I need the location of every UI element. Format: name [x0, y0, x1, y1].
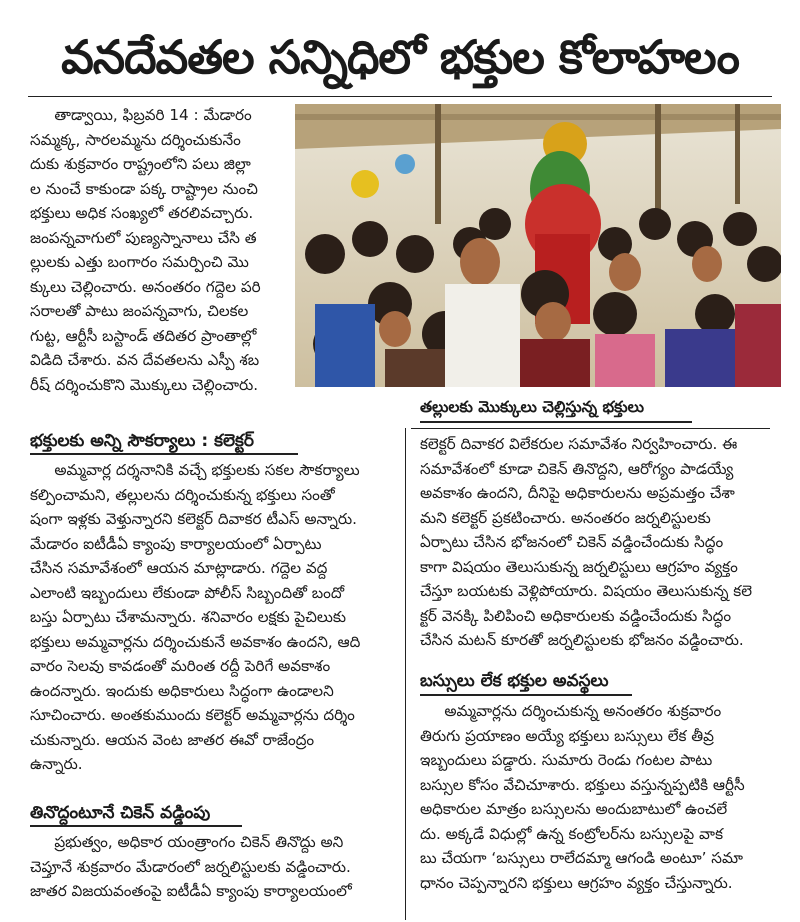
text-line: సమ్మక్క, సారలమ్మను దర్శించుకునేం: [30, 130, 241, 149]
text-line: ఉందన్నారు. ఇందుకు అధికారులు సిద్ధంగా ఉండాలని: [30, 681, 334, 700]
text-line: రీష్ దర్శించుకొని మొక్కులు చెల్లించారు.: [30, 375, 259, 394]
headline-rule: [28, 96, 772, 97]
text-line: చేసిన సమావేశంలో ఆయన మాట్లాడారు. గద్దెల వద్ద: [30, 559, 328, 577]
text-line: అమ్మవార్లను దర్శించుకున్న అనంతరం శుక్రవారం: [444, 702, 722, 720]
column-divider: [405, 428, 406, 920]
section2-continuation: [420, 432, 775, 653]
text-line: ఎలాంటి ఇబ్బందులు లేకుండా పోలీస్ సిబ్బందితో బందో: [30, 583, 345, 602]
text-line: వారం సెలవు కావడంతో మరింత రద్దీ పెరిగే అవకాశం: [30, 657, 331, 675]
text-line: మేడారం ఐటీడీఏ క్యాంపు కార్యాలయంలో ఏర్పాటు: [30, 534, 322, 553]
text-line: ధానం చెప్పన్నారని భక్తులు ఆగ్రహం వ్యక్తం చేస్తున్నారు.: [420, 873, 733, 892]
text-line: ల్లులకు ఎత్తు బంగారం సమర్పించి మొ: [30, 253, 249, 271]
section3-title-underline: [420, 694, 632, 696]
devotees-crowd-photo: [295, 104, 781, 387]
caption-underline: [420, 421, 692, 423]
section3-paragraph: [420, 699, 775, 895]
text-line: దుకు శుక్రవారం రాష్ట్రంలోని పలు జిల్లా: [30, 155, 251, 173]
text-line: చుకున్నారు. ఆయన వెంట జాతర ఈవో రాజేంద్రం: [30, 730, 315, 749]
headline: వనదేవతల సన్నిధిలో భక్తుల కోలాహలం: [61, 30, 739, 84]
text-line: కాగా విషయం తెలుసుకున్న జర్నలిస్టులు ఆగ్రహం వ్యక్తం: [420, 557, 738, 576]
text-line: భక్తులు అధిక సంఖ్యలో తరలివచ్చారు.: [30, 204, 254, 222]
text-line: ఉన్నారు.: [30, 755, 83, 773]
section1-title: భక్తులకు అన్ని సౌకర్యాలు : కలెక్టర్: [30, 431, 254, 451]
section1-title-underline: [30, 453, 298, 455]
text-line: విడిది చేశారు. వన దేవతలను ఎస్పీ శబ: [30, 351, 260, 369]
text-line: తిరుగు ప్రయాణం అయ్యే భక్తులు బస్సులు లేక తీవ్ర: [420, 726, 714, 745]
text-line: గుట్ట, ఆర్టీసీ బస్టాండ్ తదితర ప్రాంతాల్లో: [30, 326, 257, 345]
text-line: మని కలెక్టర్ ప్రకటించారు. అనంతరం జర్నలిస్టులకు: [420, 508, 711, 527]
text-line: ఏర్పాటు చేసిన భోజనంలో చికెన్ వడ్డించేందుకు సిద్ధం: [420, 533, 724, 551]
section2-title-underline: [30, 825, 242, 827]
text-line: దు. అక్కడే విధుల్లో ఉన్న కంట్రోలర్‌ను బస్సులపై వాక: [420, 824, 723, 843]
text-line: కల్పించామని, తల్లులను దర్శించుకున్న భక్తులు సంతో: [30, 485, 335, 504]
section2-paragraph: [30, 830, 395, 904]
text-line: చేసిన మటన్ కూరతో జర్నలిస్టులకు భోజనం వడ్డించారు.: [420, 631, 744, 649]
text-line: కలెక్టర్ దివాకర విలేకరుల సమావేశం నిర్వహించారు. ఈ: [420, 435, 738, 453]
photo-caption: తల్లులకు మొక్కులు చెల్లిస్తున్న భక్తులు: [420, 398, 644, 416]
text-line: సూచించారు. అంతకుముందు కలెక్టర్ అమ్మవార్లను దర్శిం: [30, 706, 355, 724]
text-line: చేస్తూ బయటకు వెళ్లిపోయారు. విషయం తెలుసుకున్న కలె: [420, 582, 752, 600]
text-line: ప్రభుత్వం, అధికార యంత్రాంగం చికెన్ తినొద్దు అని: [54, 833, 344, 851]
text-line: జంపన్నవాగులో పుణ్యస్నానాలు చేసి త: [30, 228, 257, 247]
news-photo: [295, 104, 781, 387]
section1-paragraph: [30, 458, 395, 777]
text-line: అవకాశం ఉందని, దీనిపై అధికారులను అప్రమత్తం చేశా: [420, 484, 735, 502]
text-line: బు చేయగా ‘బస్సులు రాలేదమ్మా ఆగండి అంటూ’ సమా: [420, 849, 743, 867]
text-line: క్కులు చెల్లించారు. అనంతరం గద్దెల పరి: [30, 277, 261, 296]
text-line: క్టర్ వెనక్కి పిలిపించి అధికారులకు వడ్డించేందుకు సిద్ధం: [420, 606, 732, 625]
text-line: అమ్మవార్ల దర్శనానికి వచ్చే భక్తులకు సకల సౌకర్యాలు: [54, 461, 360, 479]
text-line: తాడ్వాయి, ఫిబ్రవరి 14 : మేడారం: [54, 106, 252, 124]
text-line: బస్తు ఏర్పాటు చేశామన్నారు. శనివారం లక్షకు పైచిలుకు: [30, 608, 347, 626]
text-line: జాతర విజయవంతంపై ఐటీడీఏ క్యాంపు కార్యాలయంలో: [30, 882, 352, 900]
text-line: అధికారుల మాత్రం బస్సులను అందుబాటులో ఉంచలే: [420, 800, 728, 818]
text-line: సరాలతో పాటు జంపన్నవాగు, చిలకల: [30, 302, 249, 320]
text-line: ల నుంచే కాకుండా పక్క రాష్ట్రాల నుంచి: [30, 179, 258, 198]
text-line: బస్సుల కోసం వేచిచూశారు. భక్తులు వస్తున్నప్పటికి ఆర్టీసీ: [420, 775, 745, 794]
text-line: చెప్తూనే శుక్రవారం మేడారంలో జర్నలిస్టులకు వడ్డించారు.: [30, 857, 351, 876]
section3-title: బస్సులు లేక భక్తుల అవస్థలు: [420, 671, 609, 691]
text-line: షంగా ఇళ్లకు వెళ్తున్నారని కలెక్టర్ దివాకర టీఎస్ అన్నారు.: [30, 510, 357, 528]
lead-paragraph: [30, 103, 285, 397]
text-line: ఇబ్బందులు పడ్డారు. సుమారు రెండు గంటల పాటు: [420, 751, 713, 769]
text-line: భక్తులు అమ్మవార్లను దర్శించుకునే అవకాశం ఉందని, ఆది: [30, 632, 361, 651]
section2-title: తినొద్దంటూనే చికెన్ వడ్డింపు: [30, 803, 211, 823]
text-line: సమావేశంలో కూడా చికెన్ తినొద్దని, ఆరోగ్యం పాడయ్యే: [420, 459, 734, 478]
right-column-rule: [411, 428, 770, 429]
